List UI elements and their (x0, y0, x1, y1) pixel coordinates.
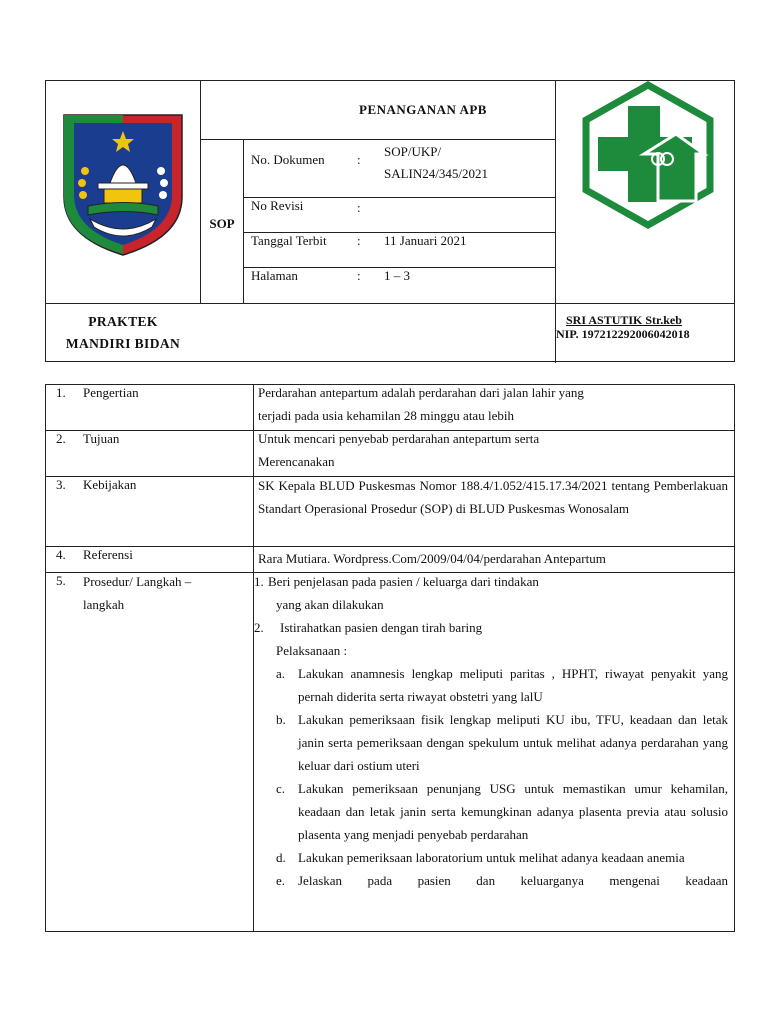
org-name-line: PRAKTEK (88, 314, 158, 329)
substep-item (254, 777, 728, 846)
field-sep: : (357, 200, 361, 215)
sop-label: SOP (209, 216, 235, 231)
substep-text: Lakukan pemeriksaan penunjang USG untuk memastikan umur kehamilan, keadaan dan letak janin serta kemungkinan adanya plasenta previa atau solusio plasenta yang menjadi penyebab perdarahan (298, 781, 728, 842)
divider (200, 81, 201, 303)
substep-item (254, 708, 728, 777)
text-line: Perdarahan antepartum adalah perdarahan dari jalan lahir yang (258, 385, 584, 400)
step-text: Istirahatkan pasien dengan tirah baring (280, 620, 483, 635)
signer-nip: NIP. 197212292006042018 (556, 327, 690, 341)
org-name (46, 303, 200, 363)
substep-marker: d. (276, 850, 286, 865)
table-row-pengertian (46, 385, 734, 431)
row-label: Tujuan (83, 431, 120, 446)
substep-item (254, 662, 728, 708)
substep-marker: c. (276, 781, 286, 796)
signature-block (556, 313, 736, 341)
substep-text: Jelaskan pada pasien dan keluarganya mengenai keadaan (298, 873, 728, 888)
row-label: Referensi (83, 547, 133, 562)
field-value-tanggal-terbit: 11 Januari 2021 (384, 233, 467, 248)
row-label: Kebijakan (83, 477, 137, 492)
row-number: 4. (56, 547, 66, 562)
substep-item (254, 846, 728, 869)
field-label-halaman: Halaman (251, 268, 298, 283)
step-marker: 2. (254, 620, 264, 635)
field-value-line: SOP/UKP/ (384, 144, 442, 159)
field-value-no-dokumen (384, 141, 488, 185)
field-sep: : (357, 268, 361, 283)
substep-text: Lakukan pemeriksaan fisik lengkap meliputi KU ibu, TFU, keadaan dan letak janin serta pemeriksaan dengan spekulum untuk melihat adanya perdarahan yang keluar dari ostium uteri (298, 712, 728, 773)
row-label: Pengertian (83, 385, 139, 400)
field-label-no-revisi: No Revisi (251, 198, 304, 213)
sop-header (45, 80, 735, 362)
divider (200, 139, 555, 140)
label-line: Prosedur/ Langkah – (83, 574, 192, 589)
puskesmas-logo (578, 81, 718, 229)
step-marker: 1. (254, 574, 264, 589)
text-line: Untuk mencari penyebab perdarahan antepartum serta (258, 431, 540, 446)
field-sep: : (357, 233, 361, 248)
row-number: 5. (56, 573, 66, 588)
row-value (258, 427, 728, 473)
step-text: Beri penjelasan pada pasien / keluarga dari tindakan (268, 574, 539, 589)
step-text: yang akan dilakukan (276, 597, 384, 612)
row-number: 2. (56, 431, 66, 446)
org-name-line: MANDIRI BIDAN (65, 336, 181, 351)
table-row-tujuan (46, 431, 734, 477)
row-value: SK Kepala BLUD Puskesmas Nomor 188.4/1.052/415.17.34/2021 tentang Pemberlakuan Standart Operasional Prosedur (SOP) di BLUD Puskesmas Wonosalam (258, 478, 728, 516)
field-value-halaman: 1 – 3 (384, 268, 410, 283)
sop-content-table (45, 384, 735, 932)
substep-marker: b. (276, 712, 286, 727)
row-label (83, 570, 253, 616)
procedure-steps (254, 570, 728, 892)
divider (243, 139, 244, 303)
text-line: Merencanakan (258, 454, 335, 469)
field-label-no-dokumen: No. Dokumen (251, 152, 325, 167)
substep-text: Lakukan pemeriksaan laboratorium untuk melihat adanya keadaan anemia (298, 850, 685, 865)
signer-name: SRI ASTUTIK Str.keb (566, 313, 682, 327)
row-value: Rara Mutiara. Wordpress.Com/2009/04/04/perdarahan Antepartum (258, 551, 606, 566)
row-number: 3. (56, 477, 66, 492)
label-line: langkah (83, 597, 125, 612)
substep-marker: e. (276, 873, 286, 888)
step-text: Pelaksanaan : (276, 643, 348, 658)
text-line: terjadi pada usia kehamilan 28 minggu atau lebih (258, 408, 514, 423)
field-sep: : (357, 152, 361, 167)
field-label-tanggal-terbit: Tanggal Terbit (251, 233, 327, 248)
substep-text: Lakukan anamnesis lengkap meliputi paritas , HPHT, riwayat penyakit yang pernah diderita serta riwayat obstetri yang lalU (298, 666, 728, 704)
row-value (258, 384, 728, 427)
substep-item (254, 869, 728, 892)
field-value-line: SALIN24/345/2021 (384, 166, 488, 181)
substep-marker: a. (276, 666, 286, 681)
step-item (254, 570, 728, 616)
table-row-kebijakan (46, 477, 734, 547)
table-row-prosedur (46, 573, 734, 932)
step-item (254, 616, 728, 662)
row-number: 1. (56, 385, 66, 400)
document-title: PENANGANAN APB (359, 102, 487, 117)
regency-crest-logo (60, 111, 186, 259)
